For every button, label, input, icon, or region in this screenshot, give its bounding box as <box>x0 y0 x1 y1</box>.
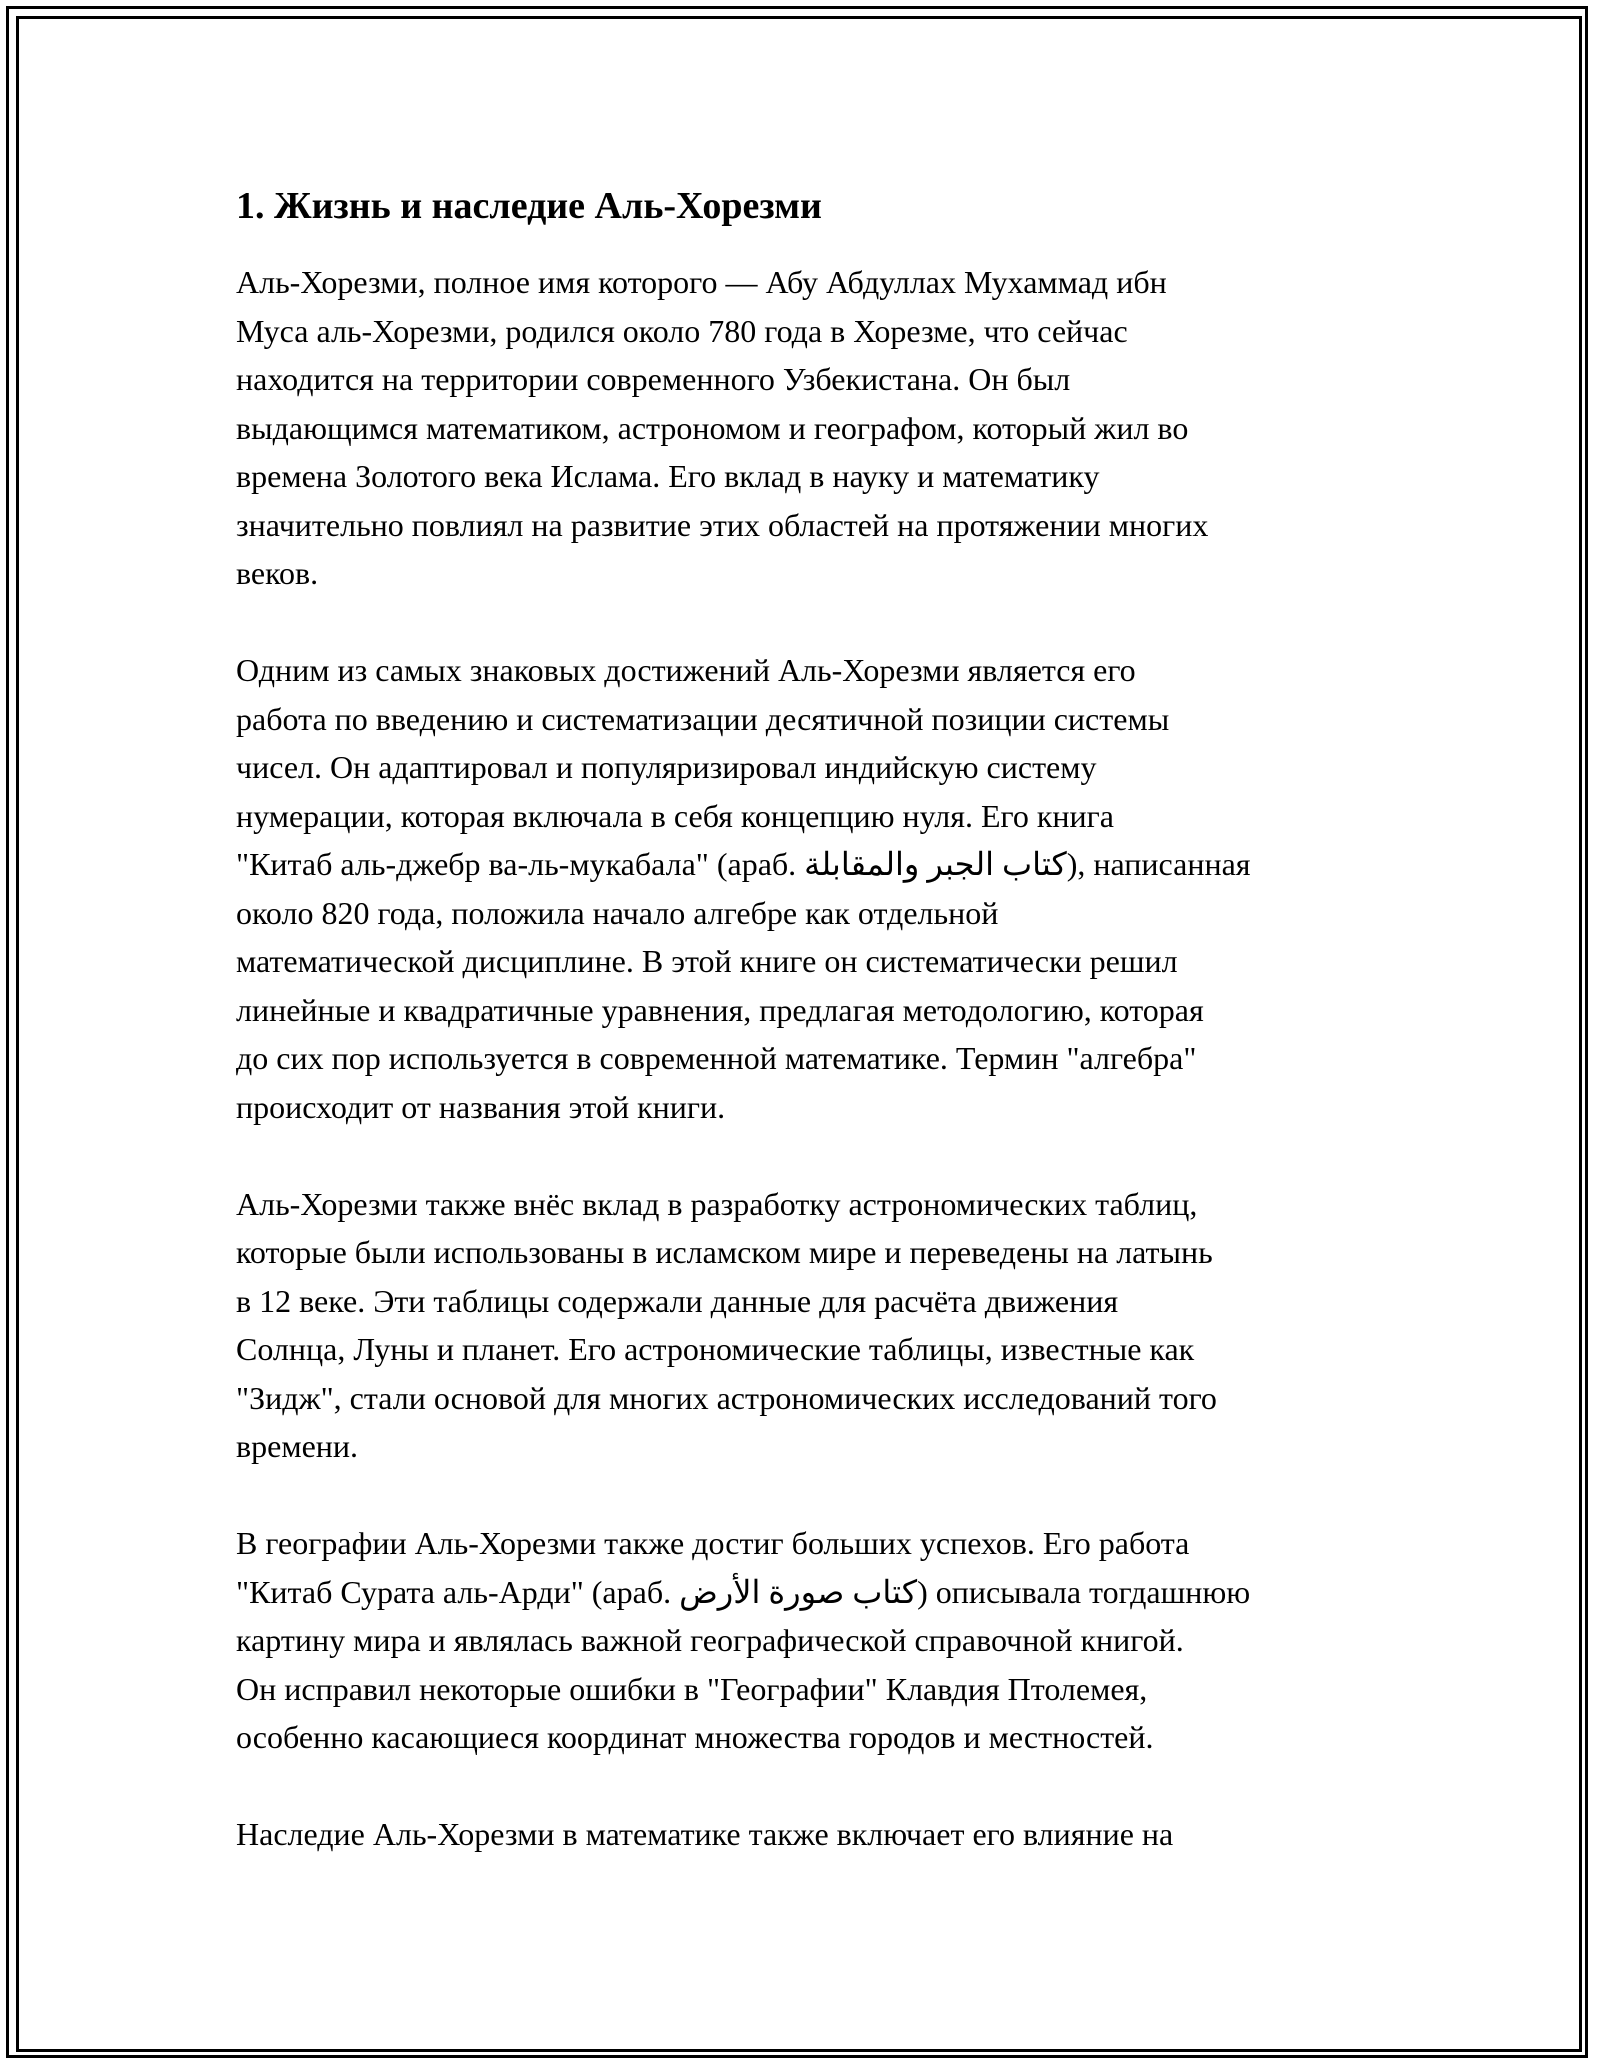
text-line: значительно повлиял на развитие этих областей на протяжении многих <box>236 506 1209 543</box>
text-line: происходит от названия этой книги. <box>236 1088 726 1125</box>
text-line: в 12 веке. Эти таблицы содержали данные для расчёта движения <box>236 1282 1119 1319</box>
text-line: времена Золотого века Ислама. Его вклад в науку и математику <box>236 458 1100 494</box>
text-line: математической дисциплине. В этой книге он систематически решил <box>236 943 1178 979</box>
text-line: Солнца, Луны и планет. Его астрономические таблицы, известные как <box>236 1331 1195 1367</box>
text-line: "Китаб аль-джебр ва-ль-мукабала" (араб. ‫كتاب الجبر والمقابلة‬), написанная <box>236 846 1251 882</box>
text-line: чисел. Он адаптировал и популяризировал индийскую систему <box>236 749 1097 785</box>
paragraph-biography <box>236 258 1386 598</box>
text-line: времени. <box>236 1428 359 1464</box>
text-line: Он исправил некоторые ошибки в "Географии" Клавдия Птолемея, <box>236 1670 1148 1707</box>
text-line: около 820 года, положила начало алгебре как отдельной <box>236 894 999 931</box>
text-line: работа по введению и систематизации десятичной позиции системы <box>236 700 1170 737</box>
document-body <box>236 182 1386 1907</box>
paragraph-astronomy <box>236 1180 1386 1471</box>
text-line: Аль-Хорезми также внёс вклад в разработку астрономических таблиц, <box>236 1185 1198 1222</box>
text-line: "Китаб Сурата аль-Арди" (араб. ‫كتاب صورة الأرض‬) описывала тогдашнюю <box>236 1573 1251 1610</box>
section-heading: 1. Жизнь и наследие Аль-Хорезми <box>236 185 822 227</box>
paragraph-algebra <box>236 646 1386 1131</box>
text-line: Наследие Аль-Хорезми в математике также включает его влияние на <box>236 1816 1174 1852</box>
text-line: Одним из самых знаковых достижений Аль-Хорезми является его <box>236 652 1136 688</box>
text-line: нумерации, которая включала в себя концепцию нуля. Его книга <box>236 797 1114 834</box>
paragraph-geography <box>236 1519 1386 1762</box>
text-line: веков. <box>236 555 319 591</box>
text-line: находится на территории современного Узбекистана. Он был <box>236 361 1071 397</box>
text-line: до сих пор используется в современной математике. Термин "алгебра" <box>236 1040 1197 1076</box>
text-line: картину мира и являлась важной географической справочной книгой. <box>236 1622 1184 1658</box>
text-line: которые были использованы в исламском мире и переведены на латынь <box>236 1234 1213 1270</box>
paragraph-legacy <box>236 1810 1386 1859</box>
text-line: особенно касающиеся координат множества городов и местностей. <box>236 1719 1154 1755</box>
text-line: линейные и квадратичные уравнения, предлагая методологию, которая <box>236 991 1204 1028</box>
text-line: Аль-Хорезми, полное имя которого — Абу Абдуллах Мухаммад ибн <box>236 264 1167 300</box>
text-line: Муса аль-Хорезми, родился около 780 года в Хорезме, что сейчас <box>236 312 1128 349</box>
text-line: выдающимся математиком, астрономом и географом, который жил во <box>236 409 1189 446</box>
text-line: В географии Аль-Хорезми также достиг больших успехов. Его работа <box>236 1525 1190 1561</box>
text-line: "Зидж", стали основой для многих астрономических исследований того <box>236 1379 1217 1416</box>
